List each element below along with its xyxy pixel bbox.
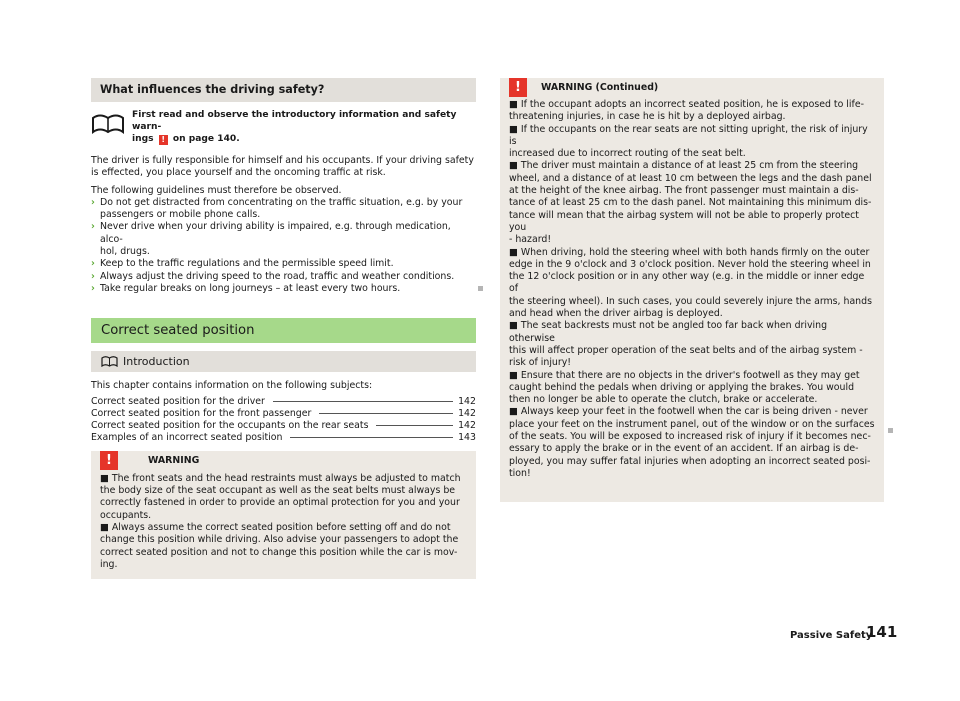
intro-text: This chapter contains information on the following subjects: — [91, 380, 373, 392]
toc-entry[interactable]: Examples of an incorrect seated position 143 — [91, 432, 476, 444]
warning-title: WARNING (Continued) — [541, 82, 659, 93]
note-line-2: ings ! on page 140. — [132, 134, 240, 144]
chevron-right-icon: › — [91, 221, 95, 233]
warning-icon: ! — [100, 451, 118, 470]
chevron-right-icon: › — [91, 282, 95, 294]
warning-continued-box — [500, 78, 884, 502]
left-column — [91, 78, 476, 579]
warning-body: ■ If the occupant adopts an incorrect seated position, he is exposed to life- threatening injuries, in case he is hit by a deployed airbag. ■ If the occupants on the rear seats are not sitting upright, the risk of injury is increased due to incorrect routing of the seat belt. ■ The driver must maintain a distance of at least 25 cm from the steering wheel, and a distance of at least 10 cm between the legs and the dash panel at the height of the knee airbag. The front passenger must maintain a dis- tance of at least 25 cm to the dash panel. Not maintaining this minimum dis- tance will mean that the airbag system will not be able to properly protect you - hazard! ■ When driving, hold the steering wheel with both hands firmly on the outer edge in the 9 o'clock and 3 o'clock position. Never hold the steering wheel in the 12 o'clock position or in any other way (e.g. in the middle or inner edge of the steering wheel). In such cases, you could severely injure the arms, hands and head when the driver airbag is deployed. ■ The seat backrests must not be angled too far back when driving otherwise this will affect proper operation of the seat belts and of the airbag system - risk of injury! ■ Ensure that there are no objects in the driver's footwell as they may get caught behind the pedals when driving or applying the brakes. You would then no longer be able to operate the clutch, brake or accelerate. ■ Always keep your feet in the footwell when the car is being driven - never place your feet on the instrument panel, out of the window or on the surfaces of the seats. You will be exposed to increased risk of injury if it becomes nec- essary to apply the brake or in the event of an accident. If an airbag is de- ployed, you may suffer fatal injuries when adopting an incorrect seated posi- tion! — [509, 99, 875, 479]
read-first-note — [91, 109, 476, 145]
list-item: › Never drive when your driving ability is impaired, e.g. through medication, alco- hol, drugs. — [91, 221, 451, 258]
chevron-right-icon: › — [91, 258, 95, 270]
note-line-1: First read and observe the introductory information and safety warn- — [132, 110, 457, 132]
table-of-contents — [91, 396, 476, 445]
guidelines-lead: The following guidelines must therefore be observed. — [91, 184, 342, 196]
list-item: › Always adjust the driving speed to the road, traffic and weather conditions. — [91, 270, 455, 282]
right-column — [500, 78, 884, 502]
footer-section-label: Passive Safety — [790, 630, 873, 641]
warning-title: WARNING — [148, 454, 200, 466]
warning-body: ■ The front seats and the head restraints must always be adjusted to match the body size of the seat occupant as well as the seat belts must always be correctly fastened in order to provide an optimal protection for you and your occupants. ■ Always assume the correct seated position before setting off and do not change this position while driving. Also advise your passengers to adopt the correct seated position and not to change this position while the car is mov- ing. — [100, 472, 461, 570]
open-book-icon — [101, 355, 118, 367]
toc-entry[interactable]: Correct seated position for the driver 142 — [91, 395, 476, 407]
toc-entry[interactable]: Correct seated position for the occupants on the rear seats 142 — [91, 420, 476, 432]
warning-icon: ! — [509, 78, 527, 97]
section-heading: What influences the driving safety? — [91, 78, 476, 102]
list-item: › Keep to the traffic regulations and the permissible speed limit. — [91, 258, 394, 270]
chevron-right-icon: › — [91, 270, 95, 282]
end-of-section-marker — [888, 428, 893, 433]
list-item: › Do not get distracted from concentrating on the traffic situation, e.g. by your passengers or mobile phone calls. — [91, 196, 463, 221]
end-of-section-marker — [478, 286, 483, 291]
page-reference-link[interactable]: on page 140. — [172, 134, 240, 144]
toc-entry[interactable]: Correct seated position for the front passenger 142 — [91, 407, 476, 419]
open-book-icon — [91, 112, 125, 134]
chapter-heading: Correct seated position — [91, 318, 476, 343]
chevron-right-icon: › — [91, 196, 95, 208]
warning-reference-icon[interactable]: ! — [159, 135, 168, 145]
guidelines-list — [91, 197, 476, 295]
warning-box — [91, 451, 476, 579]
list-item: › Take regular breaks on long journeys – at least every two hours. — [91, 283, 476, 295]
page-number: 141 — [866, 623, 898, 641]
introduction-heading: Introduction — [91, 351, 476, 372]
intro-paragraph: The driver is fully responsible for himself and his occupants. If your driving safety is effected, you place yourself and the oncoming traffic at risk. — [91, 155, 474, 179]
